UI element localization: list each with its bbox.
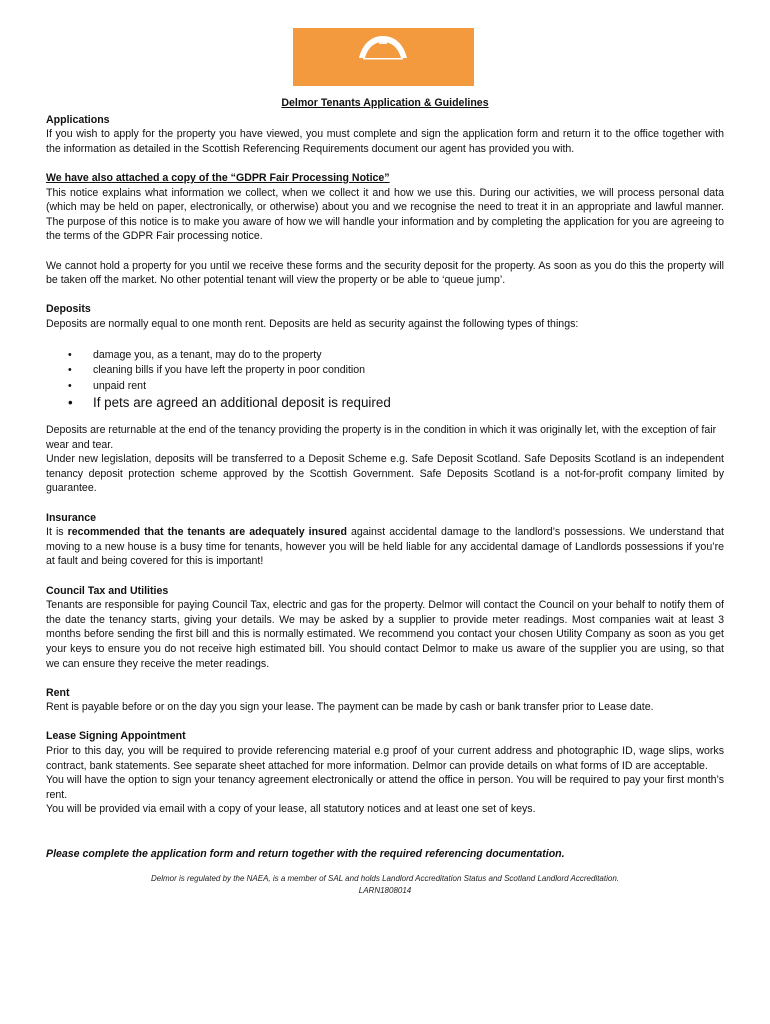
house-logo-icon	[293, 28, 474, 86]
gdpr-hold-text: We cannot hold a property for you until we receive these forms and the security deposit for the property. As soon as you do this the property will be taken off the market. No other potential tenant will view the property or be able to ‘queue jump’.	[46, 259, 724, 287]
deposits-heading: Deposits	[46, 303, 91, 316]
lease-text-3: You will be provided via email with a copy of your lease, all statutory notices and at least one set of keys.	[46, 803, 536, 816]
applications-heading: Applications	[46, 113, 110, 126]
council-heading: Council Tax and Utilities	[46, 584, 169, 597]
list-item: • If pets are agreed an additional deposit is required	[46, 394, 724, 411]
rent-text: Rent is payable before or on the day you sign your lease. The payment can be made by cash or bank transfer prior to Lease date.	[46, 701, 654, 714]
lease-heading: Lease Signing Appointment	[46, 730, 186, 743]
insurance-heading: Insurance	[46, 511, 97, 524]
deposits-scheme-text: Under new legislation, deposits will be transferred to a Deposit Scheme e.g. Safe Deposit Scotland. Safe Deposits Scotland is an independent tenancy deposit protection scheme approved by the Scottish Government. Safe Deposits Scotland is a not-for-profit company limited by guarantee.	[46, 453, 724, 495]
lease-text-1: Prior to this day, you will be required to provide referencing material e.g proof of your current address and photographic ID, wage slips, works contract, bank statements. See separate sheet attached for more information. Delmor can provide details on what forms of ID are acceptable.	[46, 745, 724, 772]
list-item: • damage you, as a tenant, may do to the property	[46, 348, 724, 364]
lease-text-2: You will have the option to sign your tenancy agreement electronically or attend the office in person. You will be required to pay your first month’s rent.	[46, 774, 724, 801]
gdpr-heading: We have also attached a copy of the “GDPR Fair Processing Notice”	[46, 171, 390, 184]
rent-heading: Rent	[46, 686, 70, 699]
applications-text: If you wish to apply for the property you have viewed, you must complete and sign the application form and return it to the office together with the information as detailed in the Scottish Referencing Requirements document our agent has provided you with.	[46, 128, 724, 155]
footer	[46, 873, 724, 897]
deposits-intro: Deposits are normally equal to one month rent. Deposits are held as security against the following types of things:	[46, 317, 579, 330]
document-body	[46, 96, 724, 897]
company-logo	[293, 28, 474, 86]
insurance-emphasis: recommended that the tenants are adequately insured	[67, 526, 347, 539]
insurance-text: It is recommended that the tenants are adequately insured against accidental damage to the landlord’s possessions. We understand that moving to a new house is a busy time for tenants, however you will be held liable for any accidental damage of Landlords possessions if you’re at fault and being covered for this is important!	[46, 526, 724, 568]
page-title: Delmor Tenants Application & Guidelines	[281, 97, 489, 109]
list-item: • unpaid rent	[46, 379, 724, 395]
council-text: Tenants are responsible for paying Council Tax, electric and gas for the property. Delmor will contact the Council on your behalf to notify them of the date the tenancy starts, giving your details. We may be asked by a supplier to provide meter readings. Most companies wait at least 3 months before sending the first bill and this is normally estimated. We recommend you contact your chosen Utility Company as soon as you get your keys to ensure you do not receive high estimated bill. You should contact Delmor to make us aware of the supplier you are using, so that we can ensure they receive the meter readings.	[46, 599, 724, 670]
deposits-list	[46, 348, 724, 412]
closing-note: Please complete the application form and return together with the required referencing documentation.	[46, 848, 565, 861]
footer-larn: LARN1808014	[358, 885, 412, 895]
list-item: • cleaning bills if you have left the property in poor condition	[46, 363, 724, 379]
deposits-return-text: Deposits are returnable at the end of the tenancy providing the property is in the condition in which it was originally let, with the exception of fair wear and tear.	[46, 424, 717, 451]
footer-regulation: Delmor is regulated by the NAEA, is a member of SAL and holds Landlord Accreditation Status and Scotland Landlord Accreditation.	[151, 873, 619, 883]
gdpr-text: This notice explains what information we collect, when we collect it and how we use this. During our activities, we will process personal data (which may be held on paper, electronically, or otherwise) about you and we recognise the need to treat it in an appropriate and lawful manner. The purpose of this notice is to make you aware of how we will handle your information and by completing the application for you are agreeing to the terms of the GDPR Fair processing notice.	[46, 186, 724, 243]
